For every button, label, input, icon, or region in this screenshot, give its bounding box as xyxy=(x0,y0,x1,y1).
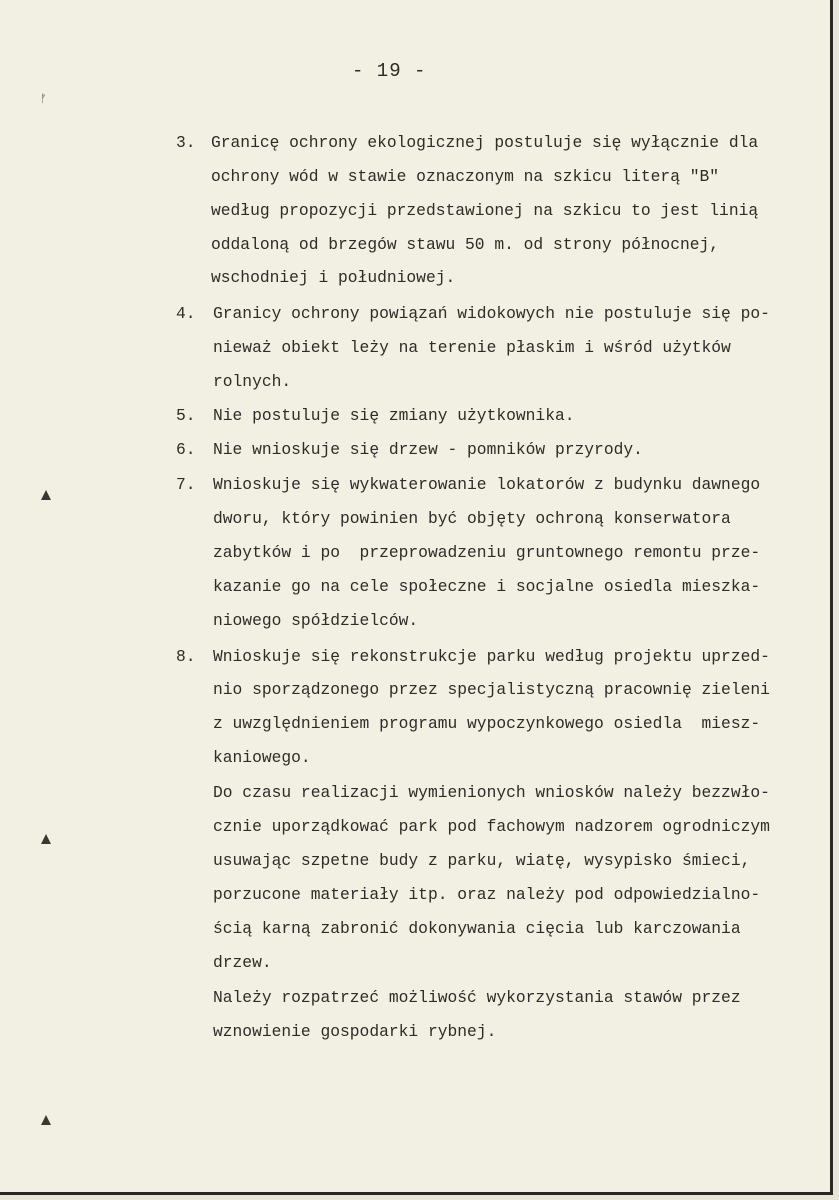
item-number: 6. xyxy=(176,440,196,459)
item-number: 4. xyxy=(176,304,196,323)
item-line: według propozycji przedstawionej na szkicu to jest linią xyxy=(211,201,759,220)
item-line: rolnych. xyxy=(213,372,292,391)
page-number: - 19 - xyxy=(352,60,427,82)
item-line: Do czasu realizacji wymienionych wniosków należy bezzwło- xyxy=(213,783,770,802)
item-line: oddaloną od brzegów stawu 50 m. od strony północnej, xyxy=(211,235,720,254)
item-line: ścią karną zabronić dokonywania cięcia lub karczowania xyxy=(213,919,741,938)
item-line: Nie wnioskuje się drzew - pomników przyrody. xyxy=(213,440,643,459)
item-number: 8. xyxy=(176,647,196,666)
item-line: wschodniej i południowej. xyxy=(211,268,456,287)
item-line: nieważ obiekt leży na terenie płaskim i wśród użytków xyxy=(213,338,731,357)
item-line: Wnioskuje się wykwaterowanie lokatorów z budynku dawnego xyxy=(213,475,761,494)
margin-mark xyxy=(41,834,51,844)
item-line: Wnioskuje się rekonstrukcje parku według projektu uprzed- xyxy=(213,647,770,666)
item-line: Granicę ochrony ekologicznej postuluje się wyłącznie dla xyxy=(211,133,759,152)
item-line: drzew. xyxy=(213,953,272,972)
item-number: 5. xyxy=(176,406,196,425)
margin-mark xyxy=(41,1115,51,1125)
item-line: usuwając szpetne budy z parku, wiatę, wysypisko śmieci, xyxy=(213,851,751,870)
item-line: Należy rozpatrzeć możliwość wykorzystania stawów przez xyxy=(213,988,741,1007)
item-line: niowego spółdzielców. xyxy=(213,611,419,630)
item-line: dworu, który powinien być objęty ochroną konserwatora xyxy=(213,509,731,528)
item-number: 7. xyxy=(176,475,196,494)
item-line: Nie postuluje się zmiany użytkownika. xyxy=(213,406,575,425)
item-line: zabytków i po przeprowadzeniu gruntownego remontu prze- xyxy=(213,543,761,562)
item-line: ochrony wód w stawie oznaczonym na szkicu literą "B" xyxy=(211,167,720,186)
margin-mark xyxy=(41,490,51,500)
item-line: kaniowego. xyxy=(213,748,311,767)
item-line: kazanie go na cele społeczne i socjalne osiedla mieszka- xyxy=(213,577,761,596)
item-line: z uwzględnieniem programu wypoczynkowego osiedla miesz- xyxy=(213,714,761,733)
item-line: cznie uporządkować park pod fachowym nadzorem ogrodniczym xyxy=(213,817,770,836)
item-line: wznowienie gospodarki rybnej. xyxy=(213,1022,497,1041)
item-line: Granicy ochrony powiązań widokowych nie postuluje się po- xyxy=(213,304,770,323)
item-line: porzucone materiały itp. oraz należy pod odpowiedzialno- xyxy=(213,885,761,904)
item-number: 3. xyxy=(176,133,196,152)
item-line: nio sporządzonego przez specjalistyczną pracownię zieleni xyxy=(213,680,770,699)
margin-mark: ᚠ xyxy=(40,92,47,105)
